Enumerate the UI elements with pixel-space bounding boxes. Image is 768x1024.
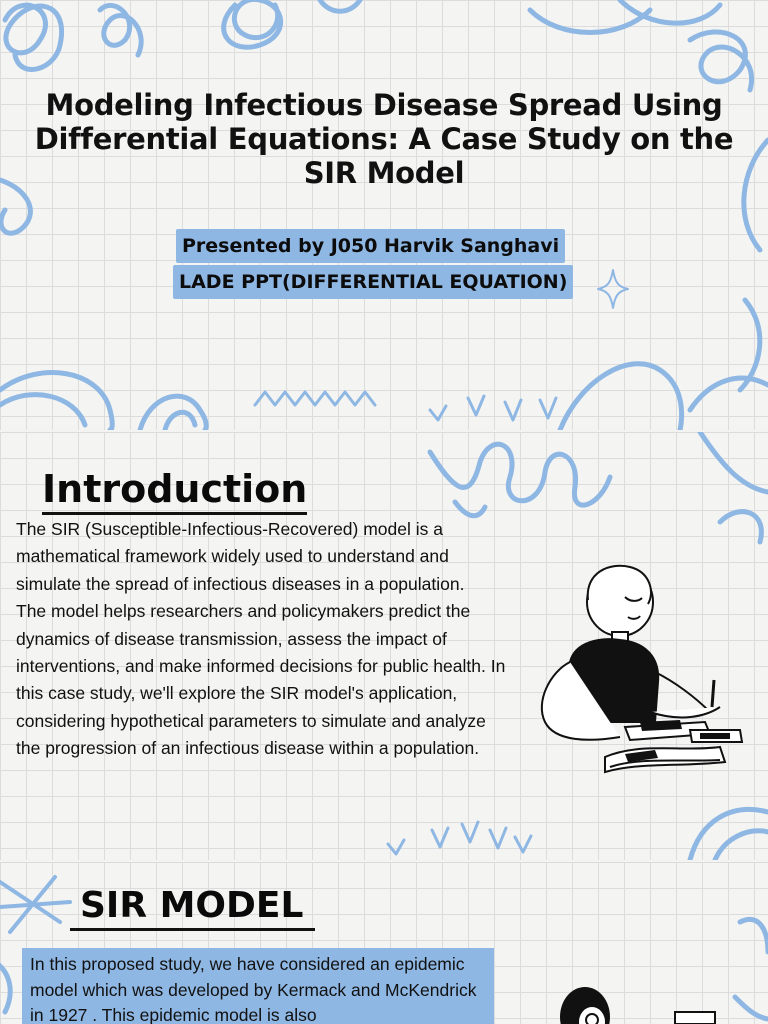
section-heading: SIR MODEL — [70, 884, 315, 931]
intro-paragraph-1: The SIR (Susceptible-Infectious-Recovered) model is a mathematical framework widely used to understand and simulate the spread of infectious diseases in a population. — [16, 519, 465, 594]
section-heading: Introduction — [42, 466, 307, 515]
title-line-1: Modeling Infectious Disease Spread Using — [45, 88, 723, 122]
decorative-doodles — [0, 0, 768, 430]
person-reading-illustration — [530, 562, 750, 782]
subtitle-label: LADE PPT(DIFFERENTIAL EQUATION) — [173, 265, 573, 299]
title-line-2: Differential Equations: A Case Study on the — [34, 122, 734, 156]
introduction-slide — [0, 432, 768, 860]
title-slide — [0, 0, 768, 430]
intro-body — [16, 516, 506, 763]
person-illustration — [540, 977, 768, 1024]
sir-callout-text: In this proposed study, we have considered an epidemic model which was developed by Kermack and McKendrick in 1927 . This epidemic model is also — [22, 948, 494, 1024]
sir-model-slide — [0, 862, 768, 1024]
title-line-3: SIR Model — [303, 156, 465, 190]
intro-paragraph-2: The model helps researchers and policymakers predict the dynamics of disease transmission, assess the impact of interventions, and make informed decisions for public health. In this case study, we'll explore the SIR model's application, considering hypothetical parameters to simulate and analyze the progression of an infectious disease within a population. — [16, 601, 506, 759]
presentation-title — [0, 88, 768, 190]
presenter-label: Presented by J050 Harvik Sanghavi — [176, 229, 565, 263]
